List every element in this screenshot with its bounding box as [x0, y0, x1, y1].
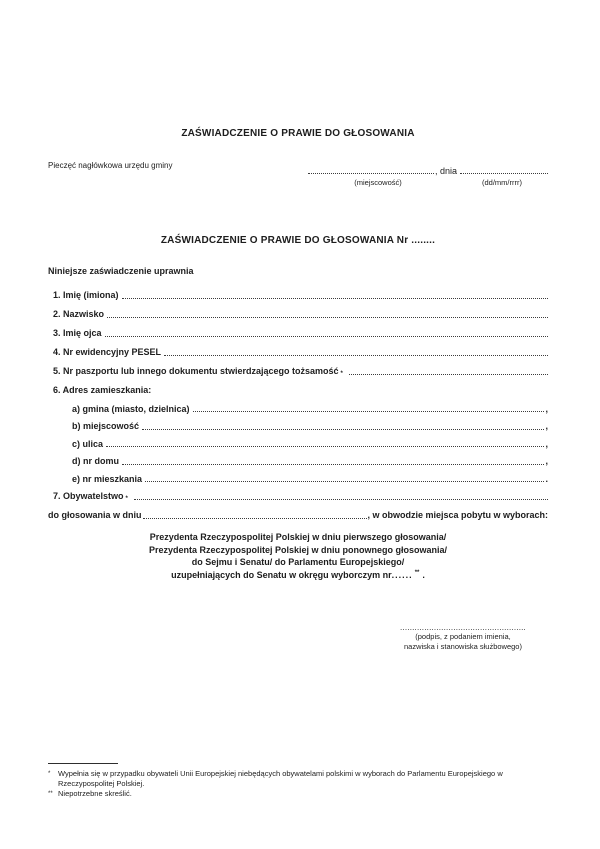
election-line: Prezydenta Rzeczypospolitej Polskiej w dniu pierwszego głosowania/ — [149, 532, 447, 542]
signature-caption: (podpis, z podaniem imienia, — [415, 632, 511, 641]
field-label: 1. Imię (imiona) — [53, 290, 119, 300]
dotted-line — [106, 438, 544, 447]
fields-list — [48, 290, 548, 502]
certificate-heading: ZAŚWIADCZENIE O PRAWIE DO GŁOSOWANIA Nr ........ — [160, 234, 436, 246]
field-label: e) nr mieszkania — [72, 473, 143, 484]
dotted-line — [122, 290, 548, 299]
field-row-first-name — [53, 290, 548, 301]
date-dotted-line — [460, 165, 548, 174]
dotted-line — [105, 328, 548, 337]
stamp-label: Pieczęć nagłówkowa urzędu gminy — [48, 161, 173, 170]
dotted-line — [349, 366, 548, 375]
signature-dotted-line: .................................................... — [400, 623, 526, 632]
election-line: do Sejmu i Senatu/ do Parlamentu Europejskiego/ — [191, 557, 405, 567]
field-label: 3. Imię ojca — [53, 328, 102, 338]
field-row-pesel — [53, 347, 548, 358]
field-label: 6. Adres zamieszkania: — [53, 384, 152, 395]
footnote-marker-ref: ** — [414, 569, 420, 576]
field-label: 4. Nr ewidencyjny PESEL — [53, 347, 162, 357]
dnia-label: , dnia — [434, 165, 457, 176]
line-suffix: . — [545, 473, 548, 484]
election-line-district — [48, 569, 548, 582]
field-row-fathers-name — [53, 328, 548, 339]
field-label: 2. Nazwisko — [53, 309, 105, 319]
address-row-nr-domu — [72, 456, 548, 467]
footnote-text: Niepotrzebne skreślić. — [58, 789, 132, 798]
signature-caption: nazwiska i stanowiska służbowego) — [404, 641, 522, 651]
field-label: c) ulica — [72, 438, 104, 449]
stamp-and-date-row — [48, 161, 548, 187]
footnote-eu-citizens — [48, 769, 548, 789]
line-suffix: , — [545, 421, 548, 431]
footnote-marker: * — [48, 771, 51, 777]
dotted-line — [143, 510, 368, 519]
address-sublist — [53, 403, 548, 484]
footnote-text: Wypełnia się w przypadku obywateli Unii Europejskiej niebędących obywatelami polskimi w wyborach do Parlamentu Europejskiego w Rzeczypospolitej Polskiej. — [58, 769, 503, 788]
intro-text: Niniejsze zaświadczenie uprawnia — [48, 265, 194, 276]
footnote-delete-unneeded — [48, 789, 548, 799]
district-dots: ...... — [391, 569, 413, 580]
dotted-line — [164, 347, 548, 356]
date-block — [308, 165, 548, 187]
field-row-surname — [53, 309, 548, 320]
dotted-line — [122, 456, 544, 465]
address-row-gmina — [72, 403, 548, 414]
footnotes-section — [48, 763, 548, 799]
date-captions — [308, 178, 548, 187]
line-suffix: , — [545, 403, 548, 414]
voting-suffix: , w obwodzie miejsca pobytu w wyborach: — [367, 510, 548, 520]
place-caption: (miejscowość) — [354, 177, 402, 187]
field-row-passport — [53, 366, 548, 377]
date-format-caption: (dd/mm/rrrr) — [482, 177, 522, 187]
line-suffix: , — [545, 456, 548, 466]
field-row-citizenship — [53, 491, 548, 502]
address-row-miejscowosc — [72, 421, 548, 432]
field-label: a) gmina (miasto, dzielnica) — [72, 403, 190, 414]
footnote-separator-line — [48, 763, 118, 764]
address-row-ulica — [72, 438, 548, 449]
signature-block — [378, 623, 548, 651]
district-prefix: uzupełniających do Senatu w okręgu wyborczym nr — [171, 569, 392, 580]
footnote-marker-ref: * — [125, 496, 128, 502]
voting-date-row — [48, 510, 548, 521]
date-line — [308, 165, 548, 176]
field-label: 7. Obywatelstwo — [53, 491, 124, 501]
line-suffix: , — [545, 438, 548, 449]
voting-prefix: do głosowania w dniu — [48, 510, 142, 520]
field-label: d) nr domu — [72, 456, 119, 466]
document-title: ZAŚWIADCZENIE O PRAWIE DO GŁOSOWANIA — [181, 128, 415, 139]
field-label: b) miejscowość — [72, 421, 140, 431]
place-dotted-line — [308, 165, 434, 174]
address-row-nr-mieszkania — [72, 473, 548, 484]
dotted-line — [193, 403, 545, 412]
dotted-line — [145, 473, 544, 482]
district-end: . — [422, 569, 425, 580]
footnote-marker-ref: * — [340, 371, 343, 377]
dotted-line — [107, 309, 548, 318]
dotted-line — [134, 491, 548, 500]
dotted-line — [142, 421, 544, 430]
election-line: Prezydenta Rzeczypospolitej Polskiej w dniu ponownego głosowania/ — [148, 544, 448, 555]
field-row-address-header — [53, 385, 548, 395]
election-type-block — [48, 531, 548, 581]
footnote-marker: ** — [48, 791, 53, 797]
field-label: 5. Nr paszportu lub innego dokumentu stwierdzającego tożsamość — [53, 366, 339, 376]
